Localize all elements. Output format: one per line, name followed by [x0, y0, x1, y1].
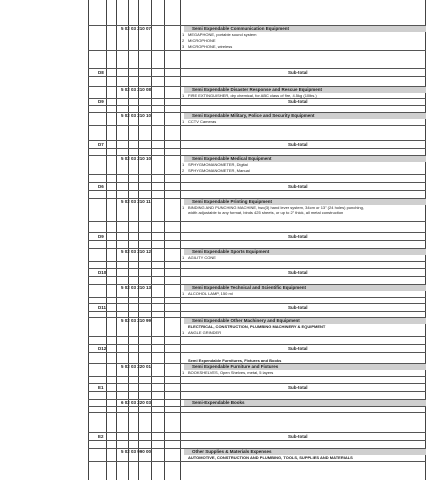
item-desc: SPHYGMOMANOMETER, Manual — [188, 168, 250, 173]
subtotal-code: D6 — [98, 184, 104, 189]
item-num: 2 — [182, 168, 185, 173]
category-title: Other Supplies & Materials Expenses — [192, 449, 272, 454]
subtotal-label: Sub-total — [288, 434, 308, 439]
subtotal-code: D9 — [98, 234, 104, 239]
item-desc: ANGLE GRINDER — [188, 330, 222, 335]
code-cell: 5 02 03 210 07 — [121, 26, 152, 31]
item-num: 1 — [182, 32, 185, 37]
category-title: Semi Expendable Medical Equipment — [192, 156, 272, 161]
category-title: Semi Expendable Technical and Scientific Equipment — [192, 285, 306, 290]
subtotal-label: Sub-total — [288, 305, 308, 310]
code-cell: 5 02 03 210 12 — [121, 249, 152, 254]
item-desc: MICROPHONE — [188, 38, 216, 43]
code-cell: 5 02 03 210 10 — [121, 156, 152, 161]
item-desc: FIRE EXTINGUISHER, dry chemical, for ABC class of fire, 4.5kg (10lbs.) — [188, 93, 317, 98]
item-num: 1 — [182, 255, 185, 260]
subtotal-label: Sub-total — [288, 270, 308, 275]
item-num: 1 — [182, 370, 185, 375]
subtotal-label: Sub-total — [288, 70, 308, 75]
category-title: Semi Expendable Communication Equipment — [192, 26, 290, 31]
subtotal-code: D10 — [98, 270, 107, 275]
item-num: 1 — [182, 119, 185, 124]
category-title: Semi Expendable Printing Equipment — [192, 199, 273, 204]
item-desc: BOOKSHELVES, Open Shelves, metal, 5 layers — [188, 370, 274, 375]
code-cell: 6 02 03 220 03 — [121, 400, 152, 405]
category-title: Semi Expendable Disaster Response and Rescue Equipment — [192, 87, 323, 92]
subtotal-label: Sub-total — [288, 142, 308, 147]
category-subtitle: ELECTRICAL, CONSTRUCTION, PLUMBING MACHINERY & EQUIPMENT — [188, 324, 326, 329]
item-num: 3 — [182, 44, 185, 49]
subtotal-code: E1 — [98, 385, 104, 390]
item-desc: CCTV Cameras — [188, 119, 217, 124]
code-cell: 5 02 03 210 99 — [121, 318, 152, 323]
category-title: Semi Expendable Sports Equipment — [192, 249, 270, 254]
item-desc: SPHYGMOMANOMETER, Digital — [188, 162, 248, 167]
category-title: Semi Expendable Other Machinery and Equipment — [192, 318, 300, 323]
category-title: Semi Expendable Military, Police and Security Equipment — [192, 113, 315, 118]
subtotal-label: Sub-total — [288, 234, 308, 239]
category-heading: Semi Expendable Furnitures, Fixtures and Books — [188, 358, 282, 363]
item-desc: AGILITY CONE — [188, 255, 216, 260]
subtotal-code: D12 — [98, 346, 107, 351]
item-num: 1 — [182, 93, 185, 98]
code-cell: 5 02 03 210 13 — [121, 285, 152, 290]
category-title: Semi Expendable Furniture and Fixtures — [192, 364, 279, 369]
code-cell: 5 02 03 210 08 — [121, 87, 152, 92]
item-num: 2 — [182, 38, 185, 43]
subtotal-label: Sub-total — [288, 346, 308, 351]
item-desc: width adjustable to any format, binds 425 sheets, or up to 2" thick, all metal construction — [188, 210, 344, 215]
item-num: 1 — [182, 205, 185, 210]
category-subtitle: AUTOMOTIVE, CONSTRUCTION AND PLUMBING, TOOLS, SUPPLIES AND MATERIALS — [188, 455, 353, 460]
code-cell: 5 02 03 210 11 — [121, 199, 151, 204]
subtotal-code: D7 — [98, 142, 104, 147]
subtotal-label: Sub-total — [288, 385, 308, 390]
item-desc: MICROPHONE, wireless — [188, 44, 233, 49]
subtotal-code: D9 — [98, 99, 104, 104]
subtotal-label: Sub-total — [288, 184, 308, 189]
code-cell: 5 02 03 210 10 — [121, 113, 152, 118]
item-num: 1 — [182, 291, 185, 296]
code-cell: 5 02 03 990 00 — [121, 449, 152, 454]
subtotal-code: E2 — [98, 434, 104, 439]
ledger-sheet — [88, 0, 426, 480]
subtotal-code: D8 — [98, 70, 104, 75]
subtotal-code: D11 — [98, 305, 107, 310]
subtotal-label: Sub-total — [288, 99, 308, 104]
item-num: 1 — [182, 162, 185, 167]
item-desc: MEGAPHONE, portable sound system — [188, 32, 257, 37]
item-num: 1 — [182, 330, 185, 335]
code-cell: 5 02 03 220 01 — [121, 364, 152, 369]
category-title: Semi-Expendable Books — [192, 400, 245, 405]
item-desc: ALCOHOL LAMP, 150 ml — [188, 291, 233, 296]
item-desc: BINDING AND PUNCHING MACHINE, two(3) hand lever system, 34cm or 13" (24 holes) punching, — [188, 205, 364, 210]
